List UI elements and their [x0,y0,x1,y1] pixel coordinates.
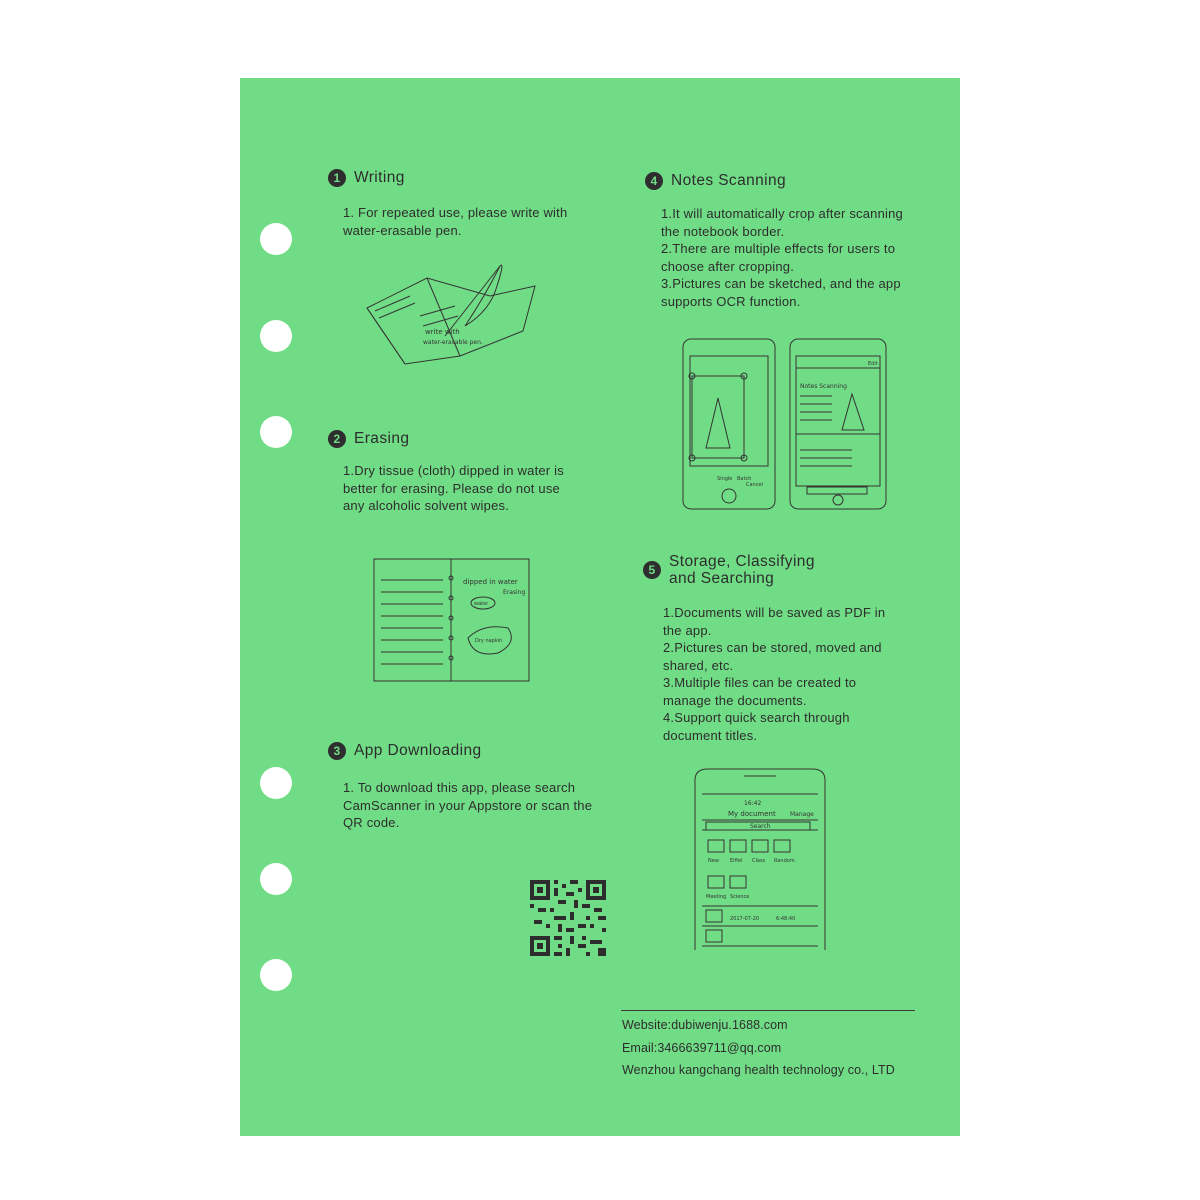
body-line: 2.There are multiple effects for users to [661,241,896,256]
storage-sketch [694,768,826,950]
body-line: 1. To download this app, please search [343,780,576,795]
footer-divider [621,1010,915,1011]
app-title [328,742,482,760]
body-line: 1. For repeated use, please write with [343,205,568,220]
body-line: 3.Pictures can be sketched, and the app [661,276,901,291]
sketch-text: Erasing [503,589,526,596]
writing-sketch [365,256,540,366]
step-number-badge: 2 [328,430,346,448]
body-line: 3.Multiple files can be created to [663,675,857,690]
sketch-text: Single [717,476,733,482]
body-line: shared, etc. [663,657,734,673]
scanning-title [645,172,786,190]
sketch-text: 6:48:40 [776,916,796,922]
sketch-text: Search [750,823,771,830]
qr-code [530,880,606,956]
instruction-sheet [240,78,960,1136]
binder-hole [260,959,292,991]
body-line: QR code. [343,815,400,830]
body-line: 2.Pictures can be stored, moved and [663,640,882,655]
sketch-text: 16:42 [744,800,762,807]
storage-body [663,604,885,744]
sketch-text: write with [425,328,460,336]
sketch-text: Manage [790,811,814,818]
sketch-text: dipped in water [463,578,518,586]
sketch-text: Meeting [706,894,727,900]
body-line: choose after cropping. [661,258,795,274]
body-line: any alcoholic solvent wipes. [343,498,510,513]
sketch-text: My document [728,810,776,818]
sketch-text: Random [774,858,795,864]
binder-hole [260,223,292,255]
storage-title [643,553,815,587]
sketch-text: Dry napkin [475,638,503,644]
footer-company: Wenzhou kangchang health technology co., LTD [622,1063,895,1077]
writing-body [343,204,567,239]
step-number-badge: 4 [645,172,663,190]
body-line: the app. [663,622,712,638]
app-body [343,779,592,832]
body-line: the notebook border. [661,223,785,239]
app-heading: App Downloading [354,742,482,759]
binder-hole [260,320,292,352]
body-line: 1.Documents will be saved as PDF in [663,605,886,620]
sketch-text: Batch [737,476,752,482]
sketch-text: Notes Scanning [800,383,847,390]
step-number-badge: 3 [328,742,346,760]
storage-heading-line: Storage, Classifying [669,553,815,570]
body-line: better for erasing. Please do not use [343,480,560,496]
sketch-text: New [708,858,719,864]
erasing-title [328,430,409,448]
body-line: 1.Dry tissue (cloth) dipped in water is [343,463,564,478]
sketch-text: water [474,601,489,607]
footer-email: Email:3466639711@qq.com [622,1041,782,1055]
sketch-text: Edit [868,361,878,367]
body-line: CamScanner in your Appstore or scan the [343,797,593,813]
writing-title [328,169,405,187]
scanning-sketch [682,338,888,510]
erasing-body [343,462,564,515]
sketch-text: water-erasable pen. [423,339,483,346]
writing-heading: Writing [354,169,405,186]
sketch-text: 2017-07-20 [730,916,760,922]
storage-heading [669,553,815,587]
sketch-text: Class [752,858,766,864]
body-line: 4.Support quick search through [663,710,850,725]
scanning-body [661,205,903,310]
binder-hole [260,416,292,448]
step-number-badge: 5 [643,561,661,579]
body-line: manage the documents. [663,692,807,708]
step-number-badge: 1 [328,169,346,187]
body-line: document titles. [663,727,758,743]
storage-heading-line: and Searching [669,570,775,587]
body-line: supports OCR function. [661,293,801,309]
scanning-heading: Notes Scanning [671,172,787,189]
body-line: water-erasable pen. [343,222,462,238]
body-line: 1.It will automatically crop after scanning [661,206,903,221]
sketch-text: Eiffel [730,858,743,864]
footer-website: Website:dubiwenju.1688.com [622,1018,788,1032]
binder-hole [260,767,292,799]
erasing-sketch [373,558,530,682]
erasing-heading: Erasing [354,430,410,447]
sketch-text: Science [730,894,750,900]
sketch-text: Cancel [746,482,763,488]
binder-hole [260,863,292,895]
